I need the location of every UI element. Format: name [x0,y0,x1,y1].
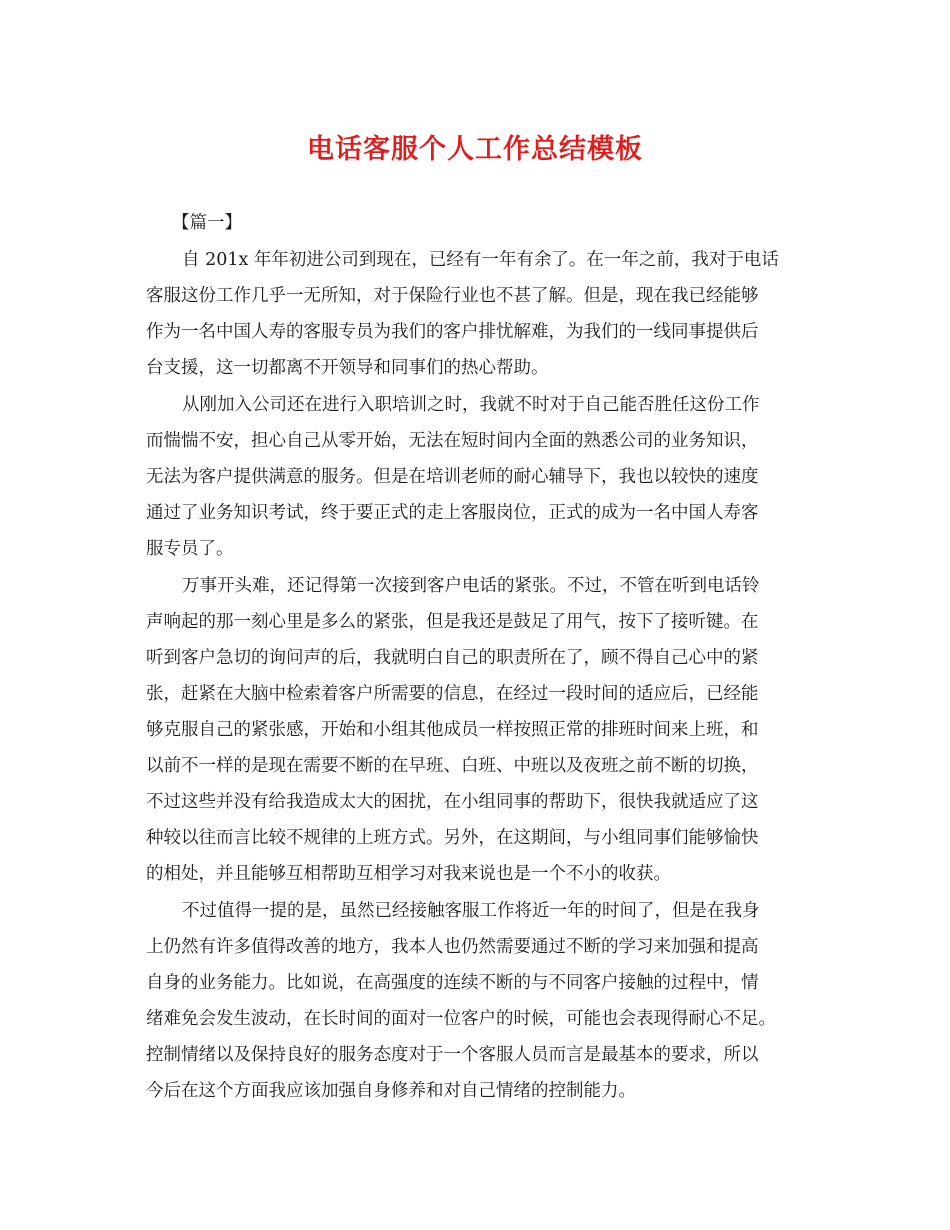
paragraph-line: 无法为客户提供满意的服务。但是在培训老师的耐心辅导下，我也以较快的速度 [146,467,759,487]
paragraph-line: 自身的业务能力。比如说，在高强度的连续不断的与不同客户接触的过程中，情 [146,973,759,993]
paragraph-2 [146,387,806,567]
paragraph-1 [146,242,806,386]
paragraph-3 [146,568,806,892]
paragraph-line: 听到客户急切的询问声的后，我就明白自己的职责所在了，顾不得自己心中的紧 [146,648,759,668]
paragraph-line: 万事开头难，还记得第一次接到客户电话的紧张。不过，不管在听到电话铃 [182,576,760,596]
paragraph-line: 自 201x 年年初进公司到现在，已经有一年有余了。在一年之前，我对于电话 [182,250,779,270]
paragraph-line: 声响起的那一刻心里是多么的紧张，但是我还是鼓足了用气，按下了接听键。在 [146,612,759,632]
document-title: 电话客服个人工作总结模板 [307,134,643,165]
paragraph-line: 上仍然有许多值得改善的地方，我本人也仍然需要通过不断的学习来加强和提高 [146,937,759,957]
paragraph-line: 不过这些并没有给我造成太大的困扰，在小组同事的帮助下，很快我就适应了这 [146,792,759,812]
paragraph-line: 台支援，这一切都离不开领导和同事们的热心帮助。 [146,358,549,378]
paragraph-line: 不过值得一提的是，虽然已经接触客服工作将近一年的时间了，但是在我身 [182,901,760,921]
paragraph-line: 从刚加入公司还在进行入职培训之时，我就不时对于自己能否胜任这份工作 [182,395,760,415]
paragraph-line: 以前不一样的是现在需要不断的在早班、白班、中班以及夜班之前不断的切换， [146,756,759,776]
document-body [146,205,806,1110]
section-label: 【篇一】 [172,213,242,233]
paragraph-line: 的相处，并且能够互相帮助互相学习对我来说也是一个不小的收获。 [146,864,671,884]
paragraph-line: 作为一名中国人寿的客服专员为我们的客户排忧解难，为我们的一线同事提供后 [146,322,759,342]
paragraph-line: 够克服自己的紧张感，开始和小组其他成员一样按照正常的排班时间来上班，和 [146,720,759,740]
paragraph-line: 绪难免会发生波动，在长时间的面对一位客户的时候，可能也会表现得耐心不足。 [146,1009,776,1029]
paragraph-line: 今后在这个方面我应该加强自身修养和对自己情绪的控制能力。 [146,1081,636,1101]
paragraph-line: 控制情绪以及保持良好的服务态度对于一个客服人员而言是最基本的要求，所以 [146,1045,759,1065]
paragraph-4 [146,893,806,1109]
paragraph-line: 而惴惴不安，担心自己从零开始，无法在短时间内全面的熟悉公司的业务知识， [146,431,759,451]
paragraph-line: 客服这份工作几乎一无所知，对于保险行业也不甚了解。但是，现在我已经能够 [146,286,759,306]
paragraph-line: 种较以往而言比较不规律的上班方式。另外，在这期间，与小组同事们能够愉快 [146,828,759,848]
paragraph-line: 通过了业务知识考试，终于要正式的走上客服岗位，正式的成为一名中国人寿客 [146,503,759,523]
paragraph-line: 服专员了。 [146,539,234,559]
paragraph-line: 张，赶紧在大脑中检索着客户所需要的信息，在经过一段时间的适应后，已经能 [146,684,759,704]
